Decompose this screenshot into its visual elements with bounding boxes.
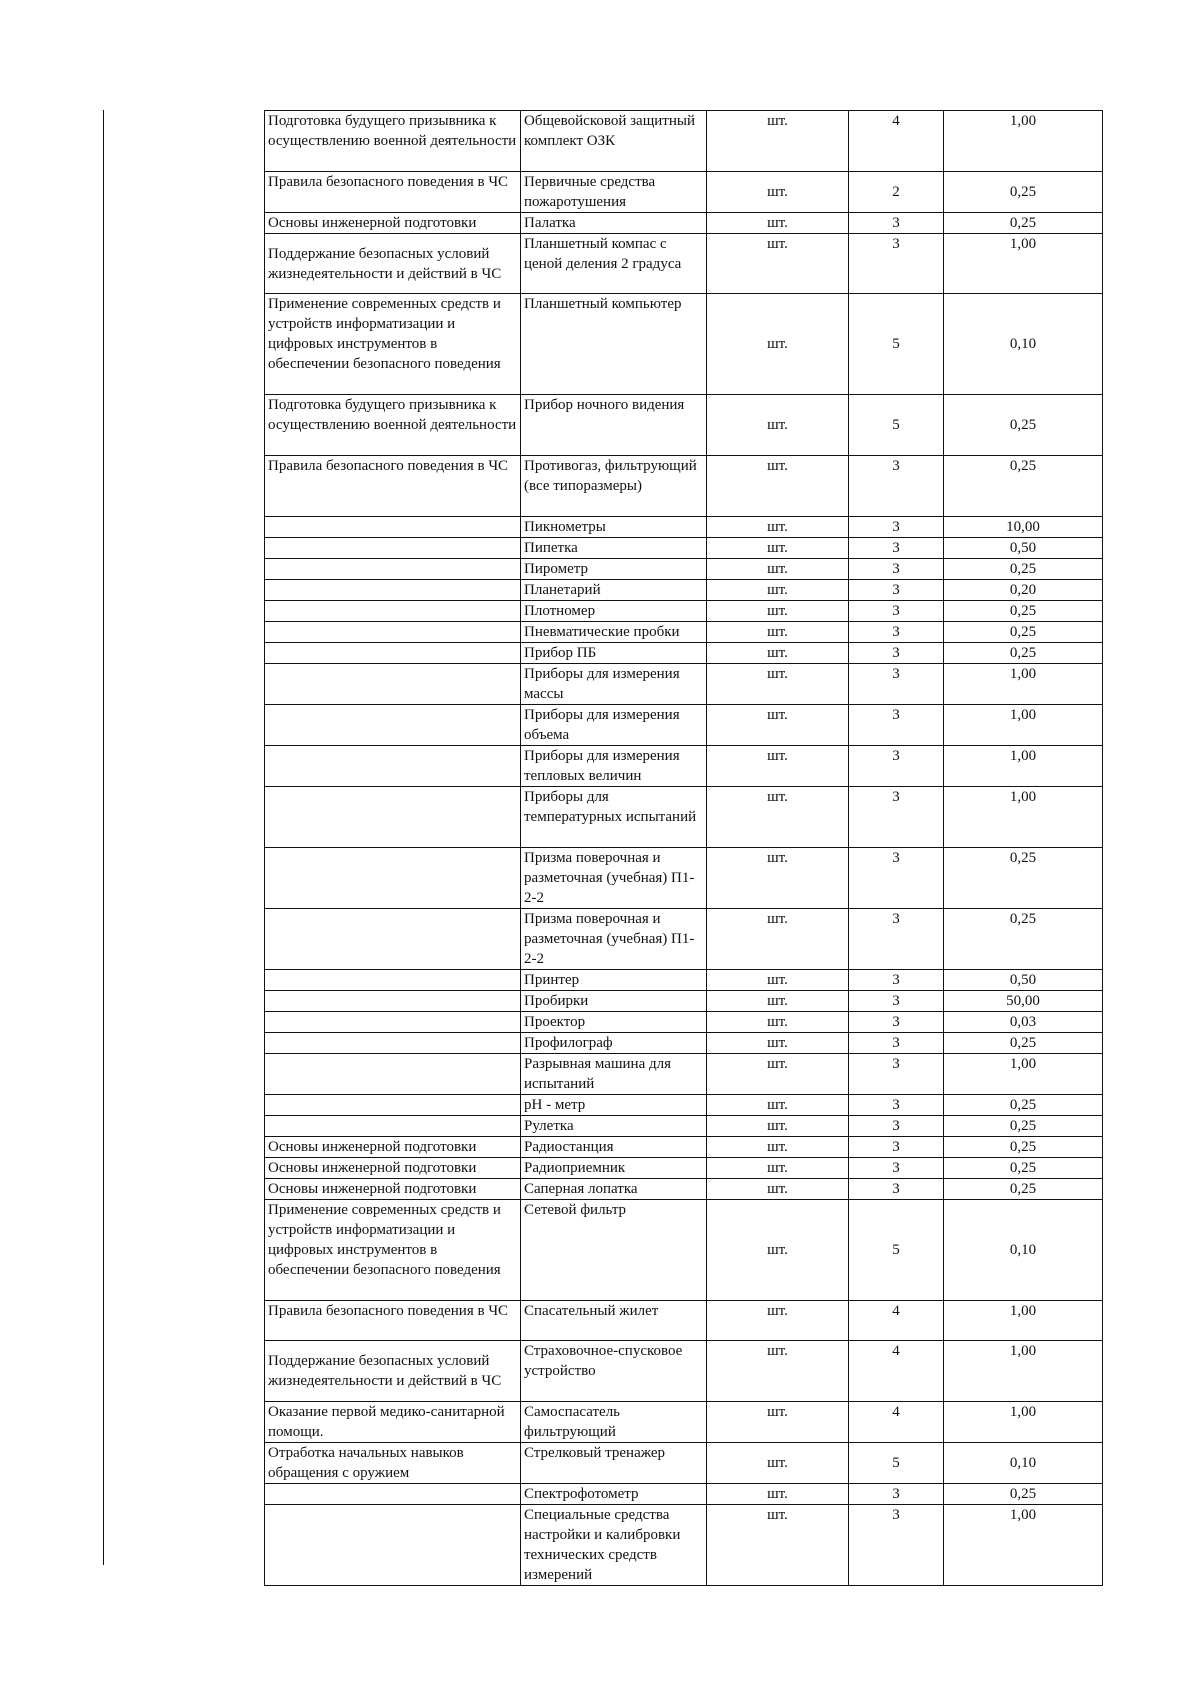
unit-cell: шт. (707, 1505, 849, 1586)
item-name-cell: Прибор ночного видения (521, 395, 707, 456)
coefficient-cell: 0,25 (944, 601, 1103, 622)
item-name-cell: Первичные средства пожаротушения (521, 172, 707, 213)
coefficient-cell: 0,25 (944, 1033, 1103, 1054)
quantity-cell: 3 (849, 643, 944, 664)
table-row (265, 1341, 1103, 1402)
unit-cell: шт. (707, 1402, 849, 1443)
coefficient-cell: 1,00 (944, 111, 1103, 172)
coefficient-cell: 1,00 (944, 1054, 1103, 1095)
item-name-cell: Планшетный компас с ценой деления 2 градуса (521, 234, 707, 294)
section-cell (265, 787, 521, 848)
table-row (265, 664, 1103, 705)
table-row (265, 787, 1103, 848)
section-cell: Поддержание безопасных условий жизнедеятельности и действий в ЧС (265, 1341, 521, 1402)
item-name-cell: Специальные средства настройки и калибровки технических средств измерений (521, 1505, 707, 1586)
quantity-cell: 5 (849, 1200, 944, 1301)
table-row (265, 294, 1103, 395)
quantity-cell: 3 (849, 909, 944, 970)
equipment-table (264, 110, 1103, 1586)
table-row (265, 705, 1103, 746)
quantity-cell: 3 (849, 1179, 944, 1200)
table-row (265, 848, 1103, 909)
quantity-cell: 4 (849, 1402, 944, 1443)
table-row (265, 538, 1103, 559)
item-name-cell: Пробирки (521, 991, 707, 1012)
section-cell (265, 1484, 521, 1505)
table-row (265, 601, 1103, 622)
unit-cell: шт. (707, 294, 849, 395)
quantity-cell: 3 (849, 848, 944, 909)
section-cell: Отработка начальных навыков обращения с оружием (265, 1443, 521, 1484)
quantity-cell: 3 (849, 1505, 944, 1586)
table-row (265, 1137, 1103, 1158)
unit-cell: шт. (707, 622, 849, 643)
quantity-cell: 3 (849, 234, 944, 294)
item-name-cell: Пирометр (521, 559, 707, 580)
table-row (265, 395, 1103, 456)
unit-cell: шт. (707, 746, 849, 787)
coefficient-cell: 1,00 (944, 234, 1103, 294)
coefficient-cell: 0,25 (944, 1137, 1103, 1158)
quantity-cell: 3 (849, 1033, 944, 1054)
section-cell (265, 970, 521, 991)
unit-cell: шт. (707, 991, 849, 1012)
quantity-cell: 3 (849, 601, 944, 622)
unit-cell: шт. (707, 172, 849, 213)
unit-cell: шт. (707, 1158, 849, 1179)
section-cell: Правила безопасного поведения в ЧС (265, 172, 521, 213)
item-name-cell: Палатка (521, 213, 707, 234)
coefficient-cell: 1,00 (944, 1505, 1103, 1586)
table-row (265, 1012, 1103, 1033)
item-name-cell: Спасательный жилет (521, 1301, 707, 1341)
coefficient-cell: 0,10 (944, 294, 1103, 395)
unit-cell: шт. (707, 111, 849, 172)
section-cell (265, 643, 521, 664)
quantity-cell: 3 (849, 1012, 944, 1033)
section-cell (265, 1095, 521, 1116)
section-cell (265, 559, 521, 580)
table-row (265, 1200, 1103, 1301)
quantity-cell: 5 (849, 1443, 944, 1484)
quantity-cell: 3 (849, 559, 944, 580)
section-cell: Основы инженерной подготовки (265, 1179, 521, 1200)
unit-cell: шт. (707, 1116, 849, 1137)
unit-cell: шт. (707, 1179, 849, 1200)
unit-cell: шт. (707, 1200, 849, 1301)
quantity-cell: 4 (849, 1301, 944, 1341)
section-cell (265, 664, 521, 705)
quantity-cell: 3 (849, 1116, 944, 1137)
section-cell: Применение современных средств и устройств информатизации и цифровых инструментов в обеспечении безопасного поведения (265, 1200, 521, 1301)
item-name-cell: pH - метр (521, 1095, 707, 1116)
coefficient-cell: 0,25 (944, 1484, 1103, 1505)
item-name-cell: Призма поверочная и разметочная (учебная) П1-2-2 (521, 909, 707, 970)
unit-cell: шт. (707, 234, 849, 294)
table-row (265, 991, 1103, 1012)
unit-cell: шт. (707, 456, 849, 517)
item-name-cell: Планшетный компьютер (521, 294, 707, 395)
item-name-cell: Спектрофотометр (521, 1484, 707, 1505)
table-row (265, 1054, 1103, 1095)
section-cell (265, 1033, 521, 1054)
section-cell: Оказание первой медико-санитарной помощи. (265, 1402, 521, 1443)
section-cell (265, 909, 521, 970)
quantity-cell: 3 (849, 456, 944, 517)
quantity-cell: 3 (849, 746, 944, 787)
item-name-cell: Пипетка (521, 538, 707, 559)
quantity-cell: 4 (849, 1341, 944, 1402)
table-row (265, 456, 1103, 517)
quantity-cell: 3 (849, 1054, 944, 1095)
table-row (265, 746, 1103, 787)
section-cell (265, 1116, 521, 1137)
section-cell (265, 991, 521, 1012)
quantity-cell: 3 (849, 1158, 944, 1179)
coefficient-cell: 1,00 (944, 1341, 1103, 1402)
quantity-cell: 3 (849, 580, 944, 601)
unit-cell: шт. (707, 601, 849, 622)
section-cell: Подготовка будущего призывника к осуществлению военной деятельности (265, 395, 521, 456)
table-row (265, 1095, 1103, 1116)
item-name-cell: Профилограф (521, 1033, 707, 1054)
coefficient-cell: 50,00 (944, 991, 1103, 1012)
table-row (265, 970, 1103, 991)
quantity-cell: 3 (849, 538, 944, 559)
quantity-cell: 3 (849, 787, 944, 848)
coefficient-cell: 1,00 (944, 664, 1103, 705)
unit-cell: шт. (707, 1054, 849, 1095)
unit-cell: шт. (707, 580, 849, 601)
coefficient-cell: 0,10 (944, 1200, 1103, 1301)
table-row (265, 1179, 1103, 1200)
quantity-cell: 3 (849, 1137, 944, 1158)
unit-cell: шт. (707, 848, 849, 909)
item-name-cell: Радиостанция (521, 1137, 707, 1158)
equipment-table-body (265, 111, 1103, 1586)
quantity-cell: 3 (849, 1095, 944, 1116)
table-row (265, 234, 1103, 294)
quantity-cell: 3 (849, 664, 944, 705)
coefficient-cell: 1,00 (944, 705, 1103, 746)
table-row (265, 1158, 1103, 1179)
item-name-cell: Сетевой фильтр (521, 1200, 707, 1301)
item-name-cell: Прибор ПБ (521, 643, 707, 664)
coefficient-cell: 0,10 (944, 1443, 1103, 1484)
item-name-cell: Приборы для измерения массы (521, 664, 707, 705)
coefficient-cell: 0,25 (944, 643, 1103, 664)
item-name-cell: Принтер (521, 970, 707, 991)
table-row (265, 1033, 1103, 1054)
unit-cell: шт. (707, 1301, 849, 1341)
coefficient-cell: 0,25 (944, 456, 1103, 517)
section-cell (265, 517, 521, 538)
item-name-cell: Планетарий (521, 580, 707, 601)
item-name-cell: Страховочное-спусковое устройство (521, 1341, 707, 1402)
coefficient-cell: 0,25 (944, 213, 1103, 234)
item-name-cell: Противогаз, фильтрующий (все типоразмеры) (521, 456, 707, 517)
section-cell (265, 1012, 521, 1033)
quantity-cell: 3 (849, 622, 944, 643)
item-name-cell: Стрелковый тренажер (521, 1443, 707, 1484)
item-name-cell: Разрывная машина для испытаний (521, 1054, 707, 1095)
unit-cell: шт. (707, 970, 849, 991)
quantity-cell: 5 (849, 395, 944, 456)
coefficient-cell: 10,00 (944, 517, 1103, 538)
unit-cell: шт. (707, 1095, 849, 1116)
margin-line (103, 110, 104, 1565)
unit-cell: шт. (707, 1484, 849, 1505)
section-cell (265, 1505, 521, 1586)
section-cell (265, 622, 521, 643)
unit-cell: шт. (707, 787, 849, 848)
section-cell (265, 1054, 521, 1095)
table-row (265, 1116, 1103, 1137)
coefficient-cell: 1,00 (944, 1402, 1103, 1443)
unit-cell: шт. (707, 705, 849, 746)
section-cell: Правила безопасного поведения в ЧС (265, 1301, 521, 1341)
coefficient-cell: 0,20 (944, 580, 1103, 601)
section-cell: Поддержание безопасных условий жизнедеятельности и действий в ЧС (265, 234, 521, 294)
table-row (265, 1443, 1103, 1484)
item-name-cell: Приборы для измерения объема (521, 705, 707, 746)
section-cell (265, 848, 521, 909)
item-name-cell: Пневматические пробки (521, 622, 707, 643)
coefficient-cell: 0,25 (944, 395, 1103, 456)
coefficient-cell: 0,25 (944, 1158, 1103, 1179)
coefficient-cell: 0,25 (944, 1179, 1103, 1200)
coefficient-cell: 0,25 (944, 559, 1103, 580)
unit-cell: шт. (707, 395, 849, 456)
unit-cell: шт. (707, 213, 849, 234)
table-row (265, 111, 1103, 172)
unit-cell: шт. (707, 559, 849, 580)
table-row (265, 559, 1103, 580)
quantity-cell: 3 (849, 970, 944, 991)
unit-cell: шт. (707, 1012, 849, 1033)
table-row (265, 580, 1103, 601)
coefficient-cell: 0,25 (944, 848, 1103, 909)
unit-cell: шт. (707, 517, 849, 538)
coefficient-cell: 0,25 (944, 172, 1103, 213)
coefficient-cell: 0,03 (944, 1012, 1103, 1033)
table-row (265, 517, 1103, 538)
section-cell: Подготовка будущего призывника к осуществлению военной деятельности (265, 111, 521, 172)
quantity-cell: 4 (849, 111, 944, 172)
section-cell (265, 705, 521, 746)
coefficient-cell: 0,50 (944, 538, 1103, 559)
section-cell (265, 580, 521, 601)
section-cell: Правила безопасного поведения в ЧС (265, 456, 521, 517)
table-row (265, 213, 1103, 234)
quantity-cell: 3 (849, 1484, 944, 1505)
quantity-cell: 3 (849, 991, 944, 1012)
table-row (265, 1402, 1103, 1443)
quantity-cell: 3 (849, 213, 944, 234)
section-cell: Основы инженерной подготовки (265, 1158, 521, 1179)
section-cell (265, 538, 521, 559)
quantity-cell: 3 (849, 705, 944, 746)
item-name-cell: Плотномер (521, 601, 707, 622)
coefficient-cell: 1,00 (944, 787, 1103, 848)
unit-cell: шт. (707, 1341, 849, 1402)
coefficient-cell: 0,25 (944, 622, 1103, 643)
item-name-cell: Саперная лопатка (521, 1179, 707, 1200)
coefficient-cell: 1,00 (944, 746, 1103, 787)
coefficient-cell: 1,00 (944, 1301, 1103, 1341)
item-name-cell: Рулетка (521, 1116, 707, 1137)
unit-cell: шт. (707, 909, 849, 970)
table-row (265, 1484, 1103, 1505)
table-row (265, 172, 1103, 213)
section-cell: Применение современных средств и устройств информатизации и цифровых инструментов в обеспечении безопасного поведения (265, 294, 521, 395)
section-cell (265, 746, 521, 787)
item-name-cell: Самоспасатель фильтрующий (521, 1402, 707, 1443)
table-row (265, 1505, 1103, 1586)
quantity-cell: 5 (849, 294, 944, 395)
coefficient-cell: 0,25 (944, 1095, 1103, 1116)
coefficient-cell: 0,50 (944, 970, 1103, 991)
unit-cell: шт. (707, 643, 849, 664)
table-row (265, 622, 1103, 643)
section-cell: Основы инженерной подготовки (265, 213, 521, 234)
item-name-cell: Общевойсковой защитный комплект ОЗК (521, 111, 707, 172)
unit-cell: шт. (707, 1443, 849, 1484)
section-cell (265, 601, 521, 622)
item-name-cell: Пикнометры (521, 517, 707, 538)
item-name-cell: Проектор (521, 1012, 707, 1033)
quantity-cell: 2 (849, 172, 944, 213)
unit-cell: шт. (707, 1033, 849, 1054)
quantity-cell: 3 (849, 517, 944, 538)
unit-cell: шт. (707, 664, 849, 705)
item-name-cell: Приборы для измерения тепловых величин (521, 746, 707, 787)
item-name-cell: Радиоприемник (521, 1158, 707, 1179)
unit-cell: шт. (707, 1137, 849, 1158)
item-name-cell: Приборы для температурных испытаний (521, 787, 707, 848)
coefficient-cell: 0,25 (944, 909, 1103, 970)
table-row (265, 909, 1103, 970)
item-name-cell: Призма поверочная и разметочная (учебная) П1-2-2 (521, 848, 707, 909)
table-row (265, 643, 1103, 664)
section-cell: Основы инженерной подготовки (265, 1137, 521, 1158)
table-row (265, 1301, 1103, 1341)
unit-cell: шт. (707, 538, 849, 559)
coefficient-cell: 0,25 (944, 1116, 1103, 1137)
